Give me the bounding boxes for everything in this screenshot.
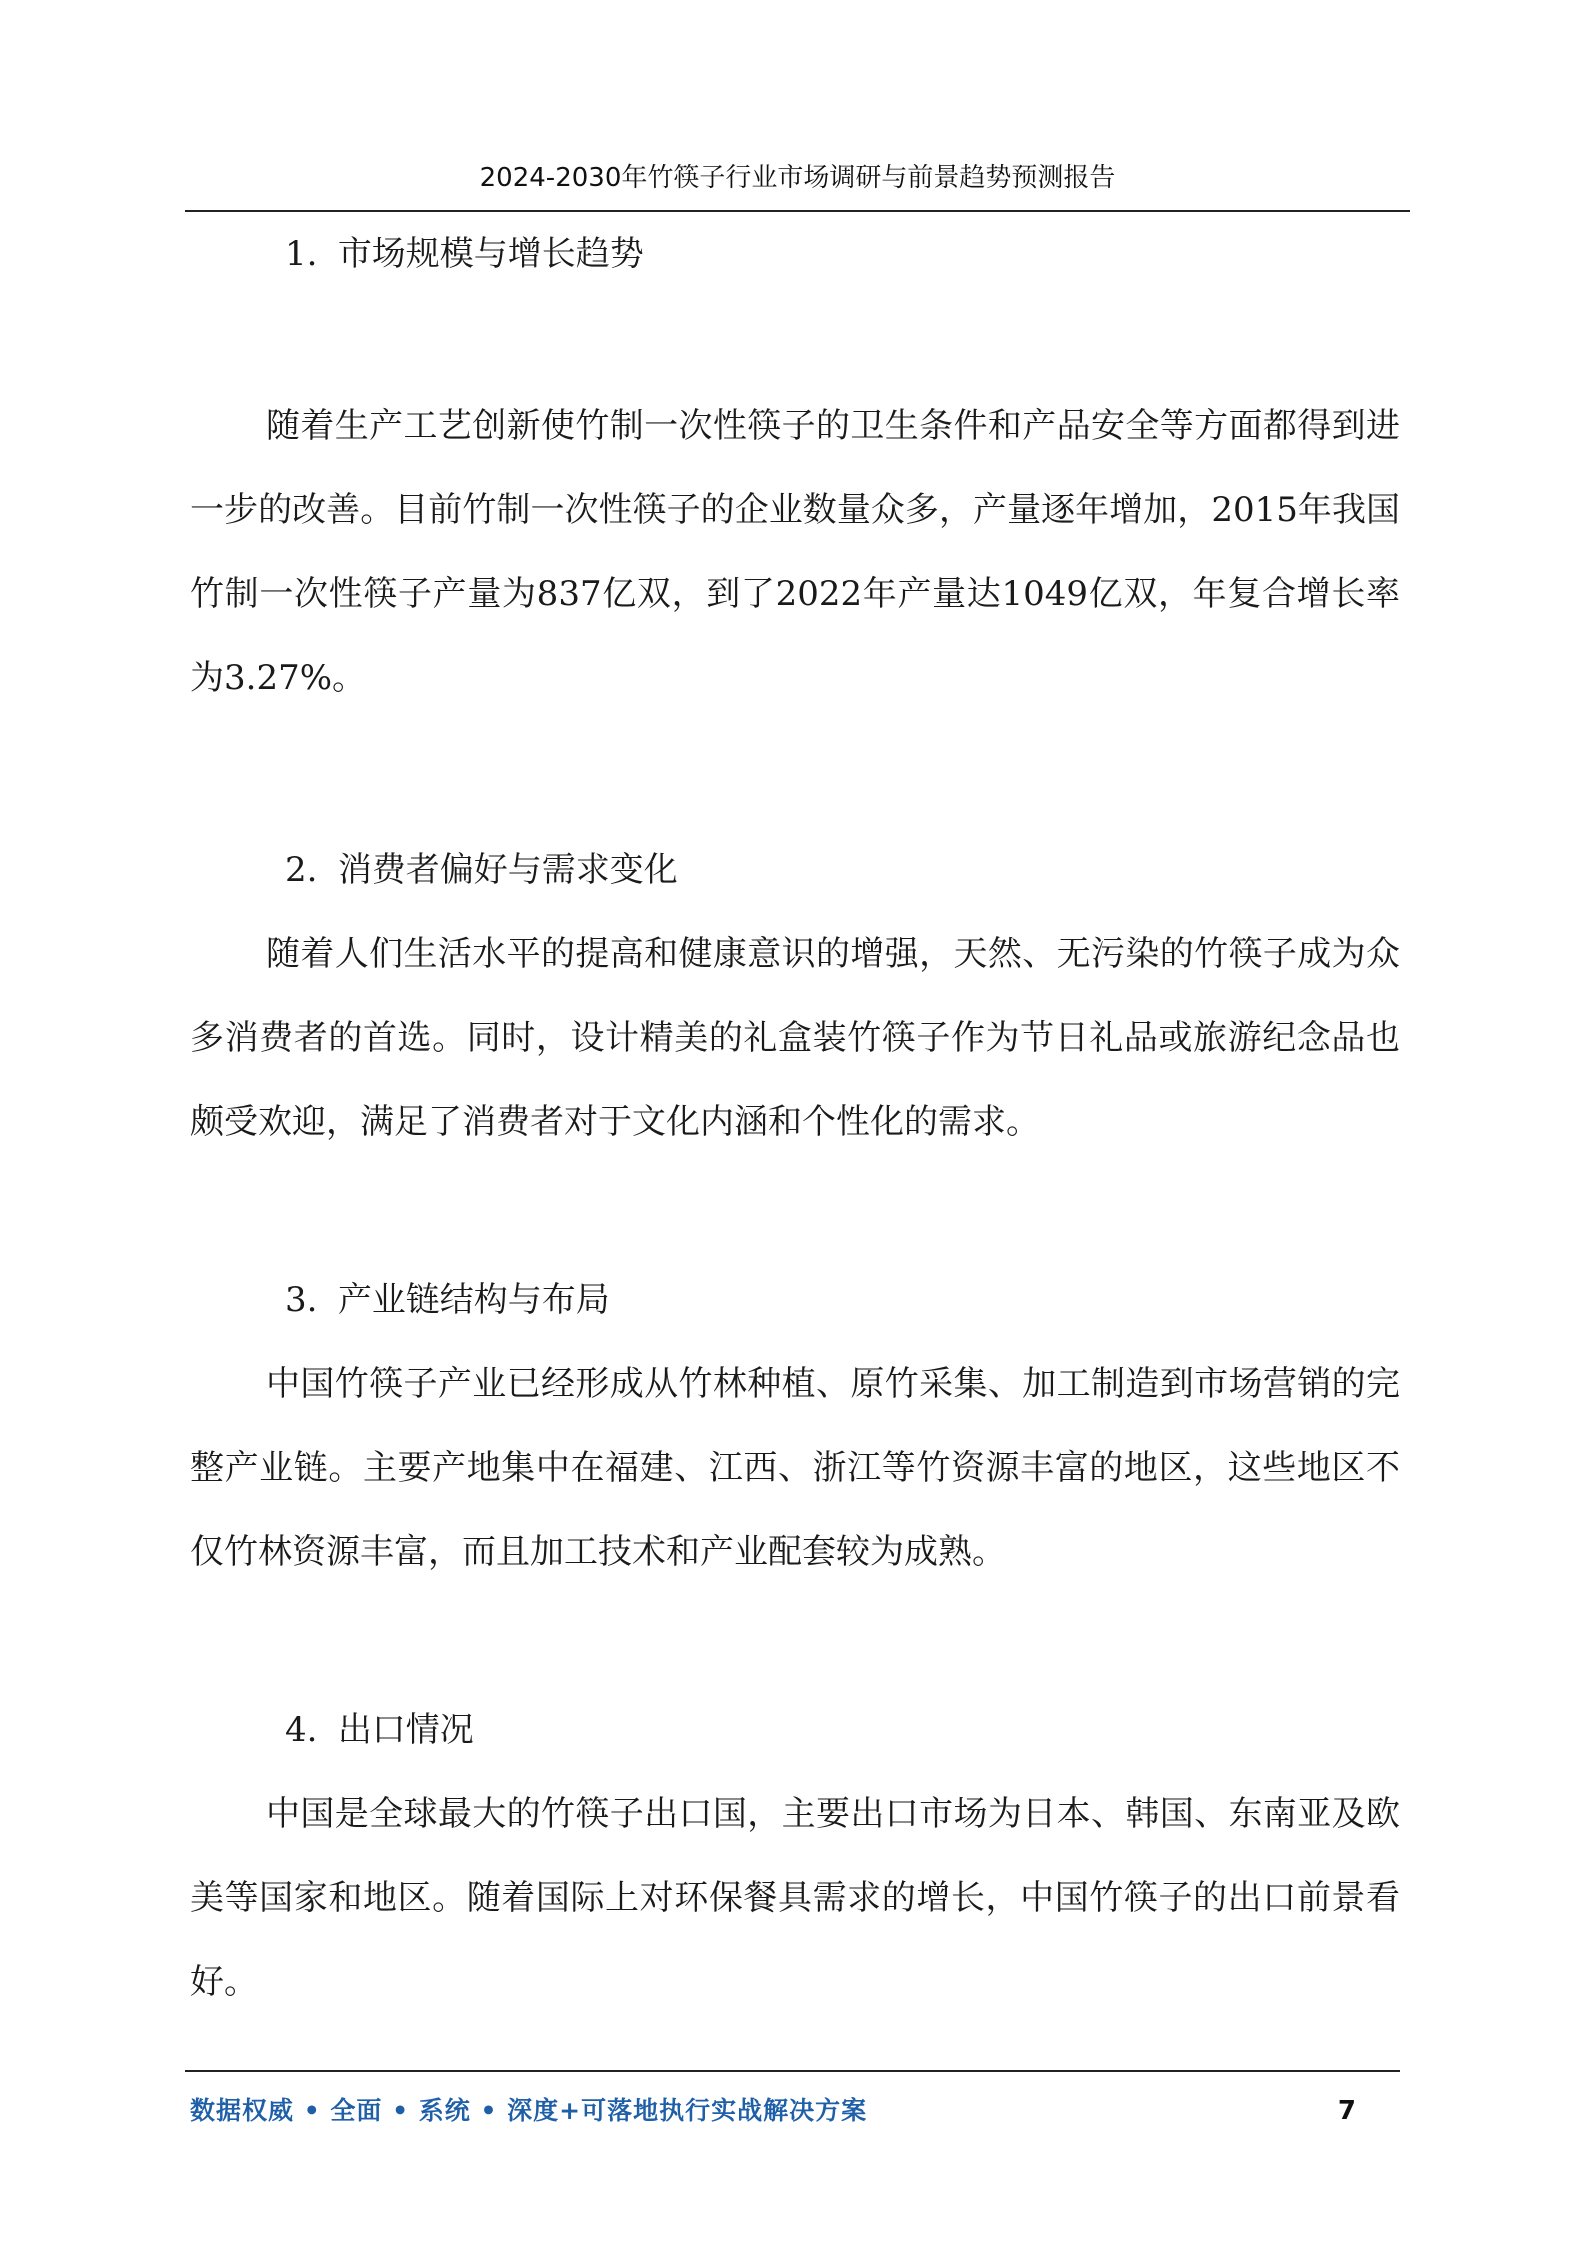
section-number: 3.: [285, 1280, 318, 1320]
section-number: 4.: [285, 1710, 318, 1750]
report-header-title: 2024-2030年竹筷子行业市场调研与前景趋势预测报告: [479, 163, 1116, 193]
section-heading-consumer-preference: [190, 840, 1400, 900]
section-paragraph-consumer-preference: 随着人们生活水平的提高和健康意识的增强，天然、无污染的竹筷子成为众多消费者的首选。同时，设计精美的礼盒装竹筷子作为节日礼品或旅游纪念品也颇受欢迎，满足了消费者对于文化内涵和个性化的需求。: [190, 934, 1400, 1142]
section-number: 1.: [285, 234, 318, 274]
header-divider: [185, 210, 1410, 212]
section-title: 消费者偏好与需求变化: [337, 850, 678, 890]
page-content: [190, 220, 1400, 2024]
footer-divider: [185, 2070, 1400, 2072]
section-paragraph-market-size: 随着生产工艺创新使竹制一次性筷子的卫生条件和产品安全等方面都得到进一步的改善。目前竹制一次性筷子的企业数量众多，产量逐年增加，2015年我国竹制一次性筷子产量为837亿双，到了2022年产量达1049亿双，年复合增长率为3.27%。: [190, 406, 1400, 698]
section-heading-industry-chain: [190, 1270, 1400, 1330]
section-paragraph-industry-chain: 中国竹筷子产业已经形成从竹林种植、原竹采集、加工制造到市场营销的完整产业链。主要产地集中在福建、江西、浙江等竹资源丰富的地区，这些地区不仅竹林资源丰富，而且加工技术和产业配套较为成熟。: [190, 1364, 1400, 1572]
section-heading-export: [190, 1700, 1400, 1760]
section-number: 2.: [285, 850, 318, 890]
footer-tagline: 数据权威 • 全面 • 系统 • 深度+可落地执行实战解决方案: [190, 2096, 868, 2125]
section-title: 出口情况: [337, 1710, 474, 1750]
section-paragraph-export: 中国是全球最大的竹筷子出口国，主要出口市场为日本、韩国、东南亚及欧美等国家和地区。随着国际上对环保餐具需求的增长，中国竹筷子的出口前景看好。: [190, 1794, 1400, 2002]
section-title: 产业链结构与布局: [337, 1280, 610, 1320]
section-title: 市场规模与增长趋势: [337, 234, 644, 274]
page-number: 7: [1337, 2096, 1356, 2126]
section-heading-market-size: [190, 224, 1400, 284]
